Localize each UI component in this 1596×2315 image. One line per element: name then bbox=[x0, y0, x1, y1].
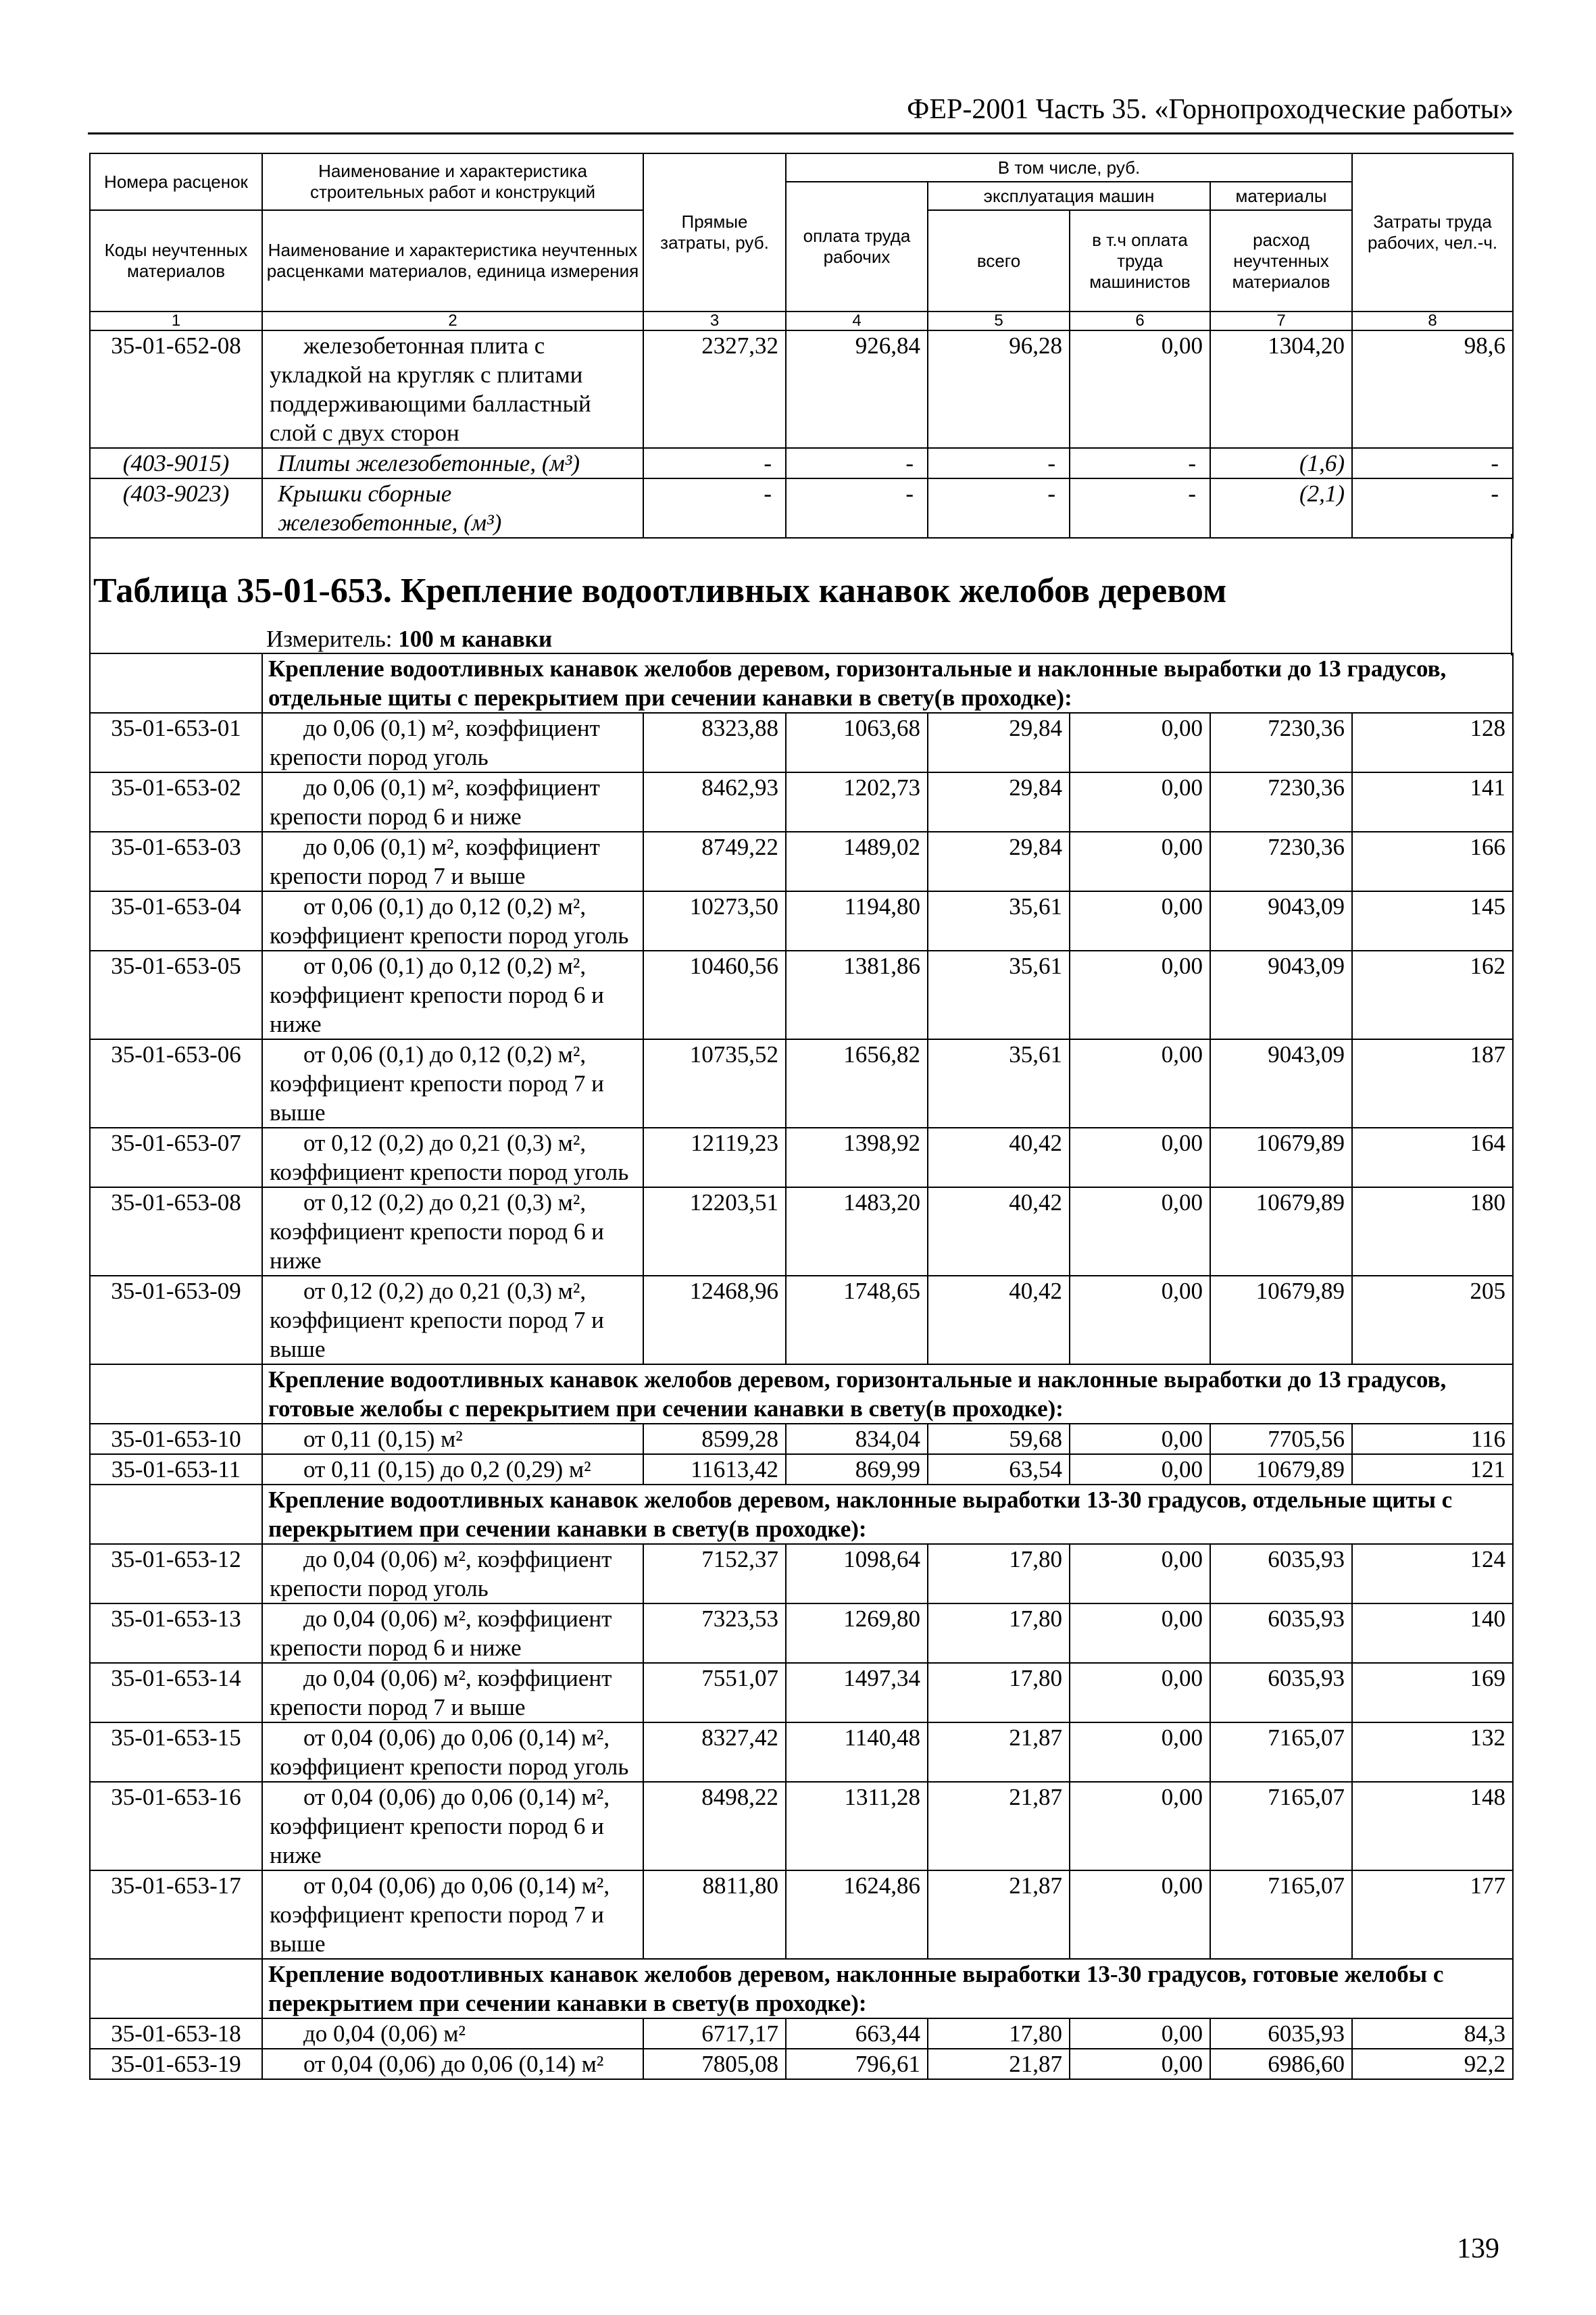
table-row bbox=[90, 713, 1513, 772]
rate-value: 7230,36 bbox=[1210, 832, 1352, 891]
rate-description bbox=[262, 2049, 643, 2079]
rate-value: 0,00 bbox=[1070, 1424, 1210, 1454]
rate-value: 180 bbox=[1352, 1187, 1513, 1276]
rate-value: 1304,20 bbox=[1210, 330, 1352, 448]
section-row bbox=[90, 1364, 1513, 1424]
rate-value: 9043,09 bbox=[1210, 891, 1352, 951]
section-spacer bbox=[90, 1485, 262, 1544]
table-row bbox=[90, 448, 1513, 478]
rate-value: 0,00 bbox=[1070, 1128, 1210, 1187]
description-line: крепости пород 7 и выше bbox=[270, 1694, 526, 1720]
rate-value: 35,61 bbox=[928, 891, 1070, 951]
measure bbox=[266, 626, 552, 653]
rate-description bbox=[262, 1782, 643, 1870]
rate-description bbox=[262, 1870, 643, 1959]
rate-code: 35-01-652-08 bbox=[90, 330, 262, 448]
rate-description bbox=[262, 1276, 643, 1364]
rate-value: 1311,28 bbox=[786, 1782, 928, 1870]
rate-value: 0,00 bbox=[1070, 1276, 1210, 1364]
header-material-use: расход неучтенных материалов bbox=[1210, 210, 1352, 312]
rate-value: 0,00 bbox=[1070, 1782, 1210, 1870]
rate-value: 12468,96 bbox=[643, 1276, 786, 1364]
rate-value: 8599,28 bbox=[643, 1424, 786, 1454]
rate-value: 96,28 bbox=[928, 330, 1070, 448]
rate-value: 0,00 bbox=[1070, 772, 1210, 832]
table-row bbox=[90, 1603, 1513, 1663]
column-number: 2 bbox=[262, 312, 643, 330]
rate-value: 0,00 bbox=[1070, 2018, 1210, 2049]
page-number: 139 bbox=[1457, 2233, 1499, 2264]
column-number: 5 bbox=[928, 312, 1070, 330]
table-row bbox=[90, 1663, 1513, 1722]
rate-value: - bbox=[928, 478, 1070, 538]
section-spacer bbox=[90, 1364, 262, 1424]
rate-value: 7323,53 bbox=[643, 1603, 786, 1663]
rate-code: 35-01-653-14 bbox=[90, 1663, 262, 1722]
rate-value: 0,00 bbox=[1070, 891, 1210, 951]
rate-value: 7165,07 bbox=[1210, 1870, 1352, 1959]
section-title: Крепление водоотливных канавок желобов деревом, горизонтальные и наклонные выработки до 13 градусов, готовые желобы с перекрытием при сечении канавки в свету(в проходке): bbox=[262, 1364, 1513, 1424]
rate-value: - bbox=[643, 478, 786, 538]
description-line: от 0,04 (0,06) до 0,06 (0,14) м², bbox=[303, 1724, 610, 1751]
rate-value: 8811,80 bbox=[643, 1870, 786, 1959]
header-codes: Коды неучтенных материалов bbox=[90, 210, 262, 312]
description-line: от 0,04 (0,06) до 0,06 (0,14) м², bbox=[303, 1784, 610, 1810]
table-row bbox=[90, 891, 1513, 951]
rate-description bbox=[262, 832, 643, 891]
rate-value: 40,42 bbox=[928, 1276, 1070, 1364]
rate-value: 132 bbox=[1352, 1722, 1513, 1782]
rate-value: 8462,93 bbox=[643, 772, 786, 832]
rate-value: 10735,52 bbox=[643, 1039, 786, 1128]
rate-code: 35-01-653-04 bbox=[90, 891, 262, 951]
rate-value: 29,84 bbox=[928, 832, 1070, 891]
rate-description bbox=[262, 1424, 643, 1454]
rate-value: 8323,88 bbox=[643, 713, 786, 772]
description-line: коэффициент крепости пород 7 и выше bbox=[270, 1901, 604, 1957]
table-row bbox=[90, 1544, 1513, 1603]
measure-value: 100 м канавки bbox=[398, 626, 553, 652]
column-number: 7 bbox=[1210, 312, 1352, 330]
rate-description: железобетонная плита с укладкой на кругляк с плитами поддерживающими балластный слой с двух сторон bbox=[262, 330, 643, 448]
description-line: крепости пород 7 и выше bbox=[270, 863, 526, 889]
rate-value: 0,00 bbox=[1070, 1722, 1210, 1782]
table-row bbox=[90, 478, 1513, 538]
description-line: коэффициент крепости пород уголь bbox=[270, 922, 629, 949]
rate-value: 1098,64 bbox=[786, 1544, 928, 1603]
rate-value: 1483,20 bbox=[786, 1187, 928, 1276]
rate-description bbox=[262, 1603, 643, 1663]
rate-value: 8749,22 bbox=[643, 832, 786, 891]
rate-value: 21,87 bbox=[928, 1782, 1070, 1870]
section-row bbox=[90, 1959, 1513, 2018]
rate-value: 187 bbox=[1352, 1039, 1513, 1128]
column-number: 1 bbox=[90, 312, 262, 330]
header-materials: материалы bbox=[1210, 182, 1352, 210]
rate-value: 164 bbox=[1352, 1128, 1513, 1187]
rates-table bbox=[89, 653, 1514, 2080]
description-line: до 0,06 (0,1) м², коэффициент bbox=[303, 774, 600, 801]
header-direct-costs: Прямые затраты, руб. bbox=[643, 153, 786, 312]
rate-value: 1202,73 bbox=[786, 772, 928, 832]
rate-value: 0,00 bbox=[1070, 713, 1210, 772]
description-line: коэффициент крепости пород 6 и ниже bbox=[270, 1218, 604, 1274]
description-line: крепости пород 6 и ниже bbox=[270, 1635, 522, 1661]
rate-value: 84,3 bbox=[1352, 2018, 1513, 2049]
table-row bbox=[90, 1424, 1513, 1454]
rate-value: - bbox=[1070, 478, 1210, 538]
rate-value: - bbox=[786, 448, 928, 478]
rate-value: 92,2 bbox=[1352, 2049, 1513, 2079]
table-row bbox=[90, 2018, 1513, 2049]
rate-value: 21,87 bbox=[928, 1722, 1070, 1782]
rate-value: 1748,65 bbox=[786, 1276, 928, 1364]
description-line: до 0,04 (0,06) м² bbox=[303, 2020, 466, 2047]
rate-code: 35-01-653-06 bbox=[90, 1039, 262, 1128]
rate-description bbox=[262, 1128, 643, 1187]
description-line: крепости пород 6 и ниже bbox=[270, 803, 522, 830]
rate-value: 1624,86 bbox=[786, 1870, 928, 1959]
rate-description bbox=[262, 1663, 643, 1722]
rate-value: 116 bbox=[1352, 1424, 1513, 1454]
table-row bbox=[90, 832, 1513, 891]
rate-value: 663,44 bbox=[786, 2018, 928, 2049]
rate-code: 35-01-653-18 bbox=[90, 2018, 262, 2049]
section-title: Крепление водоотливных канавок желобов деревом, наклонные выработки 13-30 градусов, отдельные щиты с перекрытием при сечении канавки в свету(в проходке): bbox=[262, 1485, 1513, 1544]
table-title: Таблица 35-01-653. Крепление водоотливных канавок желобов деревом bbox=[93, 572, 1227, 610]
column-number: 6 bbox=[1070, 312, 1210, 330]
description-line: до 0,04 (0,06) м², коэффициент bbox=[303, 1665, 612, 1691]
rate-description bbox=[262, 1544, 643, 1603]
rate-value: 124 bbox=[1352, 1544, 1513, 1603]
rate-value: 0,00 bbox=[1070, 1603, 1210, 1663]
rate-value: 17,80 bbox=[928, 1663, 1070, 1722]
header-name-materials: Наименование и характеристика неучтенных расценками материалов, единица измерения bbox=[262, 210, 643, 312]
rate-value: 1063,68 bbox=[786, 713, 928, 772]
description-line: от 0,04 (0,06) до 0,06 (0,14) м², bbox=[303, 1872, 610, 1899]
rate-value: 6035,93 bbox=[1210, 1663, 1352, 1722]
header-wage: оплата труда рабочих bbox=[786, 182, 928, 312]
description-line: коэффициент крепости пород 7 и выше bbox=[270, 1307, 604, 1362]
rate-code: 35-01-653-12 bbox=[90, 1544, 262, 1603]
description-line: до 0,06 (0,1) м², коэффициент bbox=[303, 715, 600, 741]
table-row bbox=[90, 1782, 1513, 1870]
rate-value: 1269,80 bbox=[786, 1603, 928, 1663]
rate-value: 1497,34 bbox=[786, 1663, 928, 1722]
running-head: ФЕР-2001 Часть 35. «Горнопроходческие работы» bbox=[88, 93, 1514, 134]
rate-value: 145 bbox=[1352, 891, 1513, 951]
header-labor: Затраты труда рабочих, чел.-ч. bbox=[1352, 153, 1513, 312]
description-line: до 0,04 (0,06) м², коэффициент bbox=[303, 1605, 612, 1632]
rate-code: 35-01-653-16 bbox=[90, 1782, 262, 1870]
rate-description bbox=[262, 891, 643, 951]
rate-description bbox=[262, 1722, 643, 1782]
rate-value: 29,84 bbox=[928, 713, 1070, 772]
rate-description bbox=[262, 2018, 643, 2049]
rate-description bbox=[262, 1454, 643, 1485]
section-spacer bbox=[90, 653, 262, 713]
description-line: коэффициент крепости пород 7 и выше bbox=[270, 1070, 604, 1126]
table-row bbox=[90, 772, 1513, 832]
rate-value: 7165,07 bbox=[1210, 1782, 1352, 1870]
rate-value: 121 bbox=[1352, 1454, 1513, 1485]
rate-value: 10679,89 bbox=[1210, 1276, 1352, 1364]
rate-code: 35-01-653-02 bbox=[90, 772, 262, 832]
rate-value: 166 bbox=[1352, 832, 1513, 891]
rate-value: 0,00 bbox=[1070, 1187, 1210, 1276]
rate-value: 796,61 bbox=[786, 2049, 928, 2079]
section-title: Крепление водоотливных канавок желобов деревом, наклонные выработки 13-30 градусов, готовые желобы с перекрытием при сечении канавки в свету(в проходке): bbox=[262, 1959, 1513, 2018]
description-line: от 0,12 (0,2) до 0,21 (0,3) м², bbox=[303, 1130, 587, 1156]
rate-code: 35-01-653-15 bbox=[90, 1722, 262, 1782]
rate-value: 8498,22 bbox=[643, 1782, 786, 1870]
table-row bbox=[90, 1039, 1513, 1128]
rate-code: 35-01-653-03 bbox=[90, 832, 262, 891]
rate-value: - bbox=[786, 478, 928, 538]
rate-code: 35-01-653-05 bbox=[90, 951, 262, 1039]
rate-description bbox=[262, 1187, 643, 1276]
rate-code: 35-01-653-07 bbox=[90, 1128, 262, 1187]
rate-value: 1140,48 bbox=[786, 1722, 928, 1782]
description-line: до 0,06 (0,1) м², коэффициент bbox=[303, 834, 600, 860]
rate-value: 0,00 bbox=[1070, 1454, 1210, 1485]
rate-value: - bbox=[1352, 478, 1513, 538]
rate-code: 35-01-653-17 bbox=[90, 1870, 262, 1959]
header-machinist-wage: в т.ч оплата труда машинистов bbox=[1070, 210, 1210, 312]
rate-value: 9043,09 bbox=[1210, 951, 1352, 1039]
rate-value: 35,61 bbox=[928, 1039, 1070, 1128]
table-row bbox=[90, 1187, 1513, 1276]
rate-description: Крышки сборные железобетонные, (м³) bbox=[262, 478, 643, 538]
rate-value: 205 bbox=[1352, 1276, 1513, 1364]
rate-value: 7805,08 bbox=[643, 2049, 786, 2079]
rate-value: 0,00 bbox=[1070, 951, 1210, 1039]
table-row bbox=[90, 1276, 1513, 1364]
measure-label: Измеритель: bbox=[266, 626, 393, 652]
rate-value: 10273,50 bbox=[643, 891, 786, 951]
rate-description bbox=[262, 1039, 643, 1128]
table-row bbox=[90, 1722, 1513, 1782]
table-row bbox=[90, 1128, 1513, 1187]
rate-code: (403-9015) bbox=[90, 448, 262, 478]
rate-value: 2327,32 bbox=[643, 330, 786, 448]
description-line: крепости пород уголь bbox=[270, 744, 489, 770]
rate-value: 6717,17 bbox=[643, 2018, 786, 2049]
rate-value: 0,00 bbox=[1070, 1870, 1210, 1959]
rate-value: 6035,93 bbox=[1210, 2018, 1352, 2049]
rate-value: 0,00 bbox=[1070, 1663, 1210, 1722]
rate-code: 35-01-653-10 bbox=[90, 1424, 262, 1454]
rate-value: 59,68 bbox=[928, 1424, 1070, 1454]
rate-value: 148 bbox=[1352, 1782, 1513, 1870]
column-number: 8 bbox=[1352, 312, 1513, 330]
rate-value: 10460,56 bbox=[643, 951, 786, 1039]
rate-value: 834,04 bbox=[786, 1424, 928, 1454]
rate-value: 869,99 bbox=[786, 1454, 928, 1485]
rate-description: Плиты железобетонные, (м³) bbox=[262, 448, 643, 478]
table-row bbox=[90, 1870, 1513, 1959]
column-number: 4 bbox=[786, 312, 928, 330]
rate-value: 29,84 bbox=[928, 772, 1070, 832]
rate-value: 141 bbox=[1352, 772, 1513, 832]
rate-value: 1656,82 bbox=[786, 1039, 928, 1128]
header-including: В том числе, руб. bbox=[786, 153, 1352, 182]
rate-value: 40,42 bbox=[928, 1128, 1070, 1187]
description-line: крепости пород уголь bbox=[270, 1575, 489, 1601]
rate-value: - bbox=[643, 448, 786, 478]
rate-value: 0,00 bbox=[1070, 330, 1210, 448]
rate-value: 0,00 bbox=[1070, 2049, 1210, 2079]
section-row bbox=[90, 1485, 1513, 1544]
rate-code: 35-01-653-08 bbox=[90, 1187, 262, 1276]
description-line: от 0,11 (0,15) м² bbox=[303, 1426, 463, 1452]
table-row bbox=[90, 2049, 1513, 2079]
rate-value: 11613,42 bbox=[643, 1454, 786, 1485]
rate-value: 169 bbox=[1352, 1663, 1513, 1722]
rate-value: 21,87 bbox=[928, 1870, 1070, 1959]
rate-code: 35-01-653-01 bbox=[90, 713, 262, 772]
rate-value: 17,80 bbox=[928, 2018, 1070, 2049]
description-line: коэффициент крепости пород уголь bbox=[270, 1753, 629, 1780]
rate-value: 1194,80 bbox=[786, 891, 928, 951]
description-line: до 0,04 (0,06) м², коэффициент bbox=[303, 1546, 612, 1572]
rate-value: 128 bbox=[1352, 713, 1513, 772]
description-line: от 0,06 (0,1) до 0,12 (0,2) м², bbox=[303, 893, 587, 920]
rate-value: 17,80 bbox=[928, 1544, 1070, 1603]
rate-value: 12203,51 bbox=[643, 1187, 786, 1276]
column-number: 3 bbox=[643, 312, 786, 330]
rate-value: (2,1) bbox=[1210, 478, 1352, 538]
description-line: от 0,04 (0,06) до 0,06 (0,14) м² bbox=[303, 2051, 604, 2077]
description-line: коэффициент крепости пород 6 и ниже bbox=[270, 1813, 604, 1868]
description-line: от 0,12 (0,2) до 0,21 (0,3) м², bbox=[303, 1278, 587, 1304]
rate-value: 6035,93 bbox=[1210, 1544, 1352, 1603]
rate-value: - bbox=[928, 448, 1070, 478]
rate-value: 12119,23 bbox=[643, 1128, 786, 1187]
table-row bbox=[90, 1454, 1513, 1485]
rate-value: 7230,36 bbox=[1210, 772, 1352, 832]
rate-code: (403-9023) bbox=[90, 478, 262, 538]
rate-value: 0,00 bbox=[1070, 1544, 1210, 1603]
rate-value: 1489,02 bbox=[786, 832, 928, 891]
table-row bbox=[90, 330, 1513, 448]
header-name-works: Наименование и характеристика строительных работ и конструкций bbox=[262, 153, 643, 210]
description-line: коэффициент крепости пород 6 и ниже bbox=[270, 982, 604, 1037]
column-numbers-row bbox=[90, 312, 1513, 330]
rate-value: 21,87 bbox=[928, 2049, 1070, 2079]
rate-value: 10679,89 bbox=[1210, 1187, 1352, 1276]
section-spacer bbox=[90, 1959, 262, 2018]
rate-value: 0,00 bbox=[1070, 1039, 1210, 1128]
rate-value: 7551,07 bbox=[643, 1663, 786, 1722]
rate-value: 7705,56 bbox=[1210, 1424, 1352, 1454]
rate-value: 17,80 bbox=[928, 1603, 1070, 1663]
rate-code: 35-01-653-19 bbox=[90, 2049, 262, 2079]
rate-value: (1,6) bbox=[1210, 448, 1352, 478]
rate-value: 140 bbox=[1352, 1603, 1513, 1663]
rate-value: 1381,86 bbox=[786, 951, 928, 1039]
description-line: от 0,12 (0,2) до 0,21 (0,3) м², bbox=[303, 1189, 587, 1216]
header-machines: эксплуатация машин bbox=[928, 182, 1210, 210]
rate-value: 926,84 bbox=[786, 330, 928, 448]
header-machines-total: всего bbox=[928, 210, 1070, 312]
rate-description bbox=[262, 951, 643, 1039]
rate-value: 8327,42 bbox=[643, 1722, 786, 1782]
rate-value: 6035,93 bbox=[1210, 1603, 1352, 1663]
description-line: от 0,06 (0,1) до 0,12 (0,2) м², bbox=[303, 953, 587, 979]
rate-code: 35-01-653-13 bbox=[90, 1603, 262, 1663]
table-row bbox=[90, 951, 1513, 1039]
rate-description bbox=[262, 713, 643, 772]
rate-value: 63,54 bbox=[928, 1454, 1070, 1485]
rate-value: 10679,89 bbox=[1210, 1128, 1352, 1187]
header-numbers: Номера расценок bbox=[90, 153, 262, 210]
description-line: от 0,11 (0,15) до 0,2 (0,29) м² bbox=[303, 1456, 591, 1483]
section-row bbox=[90, 653, 1513, 713]
description-line: от 0,06 (0,1) до 0,12 (0,2) м², bbox=[303, 1041, 587, 1068]
rate-value: 98,6 bbox=[1352, 330, 1513, 448]
rate-value: 1398,92 bbox=[786, 1128, 928, 1187]
rate-value: - bbox=[1352, 448, 1513, 478]
rate-value: 7165,07 bbox=[1210, 1722, 1352, 1782]
rate-value: 7230,36 bbox=[1210, 713, 1352, 772]
table-caption bbox=[89, 561, 1512, 655]
rate-value: 40,42 bbox=[928, 1187, 1070, 1276]
rate-description bbox=[262, 772, 643, 832]
rate-value: 10679,89 bbox=[1210, 1454, 1352, 1485]
section-title: Крепление водоотливных канавок желобов деревом, горизонтальные и наклонные выработки до 13 градусов, отдельные щиты с перекрытием при сечении канавки в свету(в проходке): bbox=[262, 653, 1513, 713]
description-line: коэффициент крепости пород уголь bbox=[270, 1159, 629, 1185]
rate-code: 35-01-653-11 bbox=[90, 1454, 262, 1485]
rate-value: 9043,09 bbox=[1210, 1039, 1352, 1128]
rate-value: 162 bbox=[1352, 951, 1513, 1039]
rate-value: 6986,60 bbox=[1210, 2049, 1352, 2079]
rate-value: - bbox=[1070, 448, 1210, 478]
rate-value: 7152,37 bbox=[643, 1544, 786, 1603]
rate-code: 35-01-653-09 bbox=[90, 1276, 262, 1364]
rate-value: 0,00 bbox=[1070, 832, 1210, 891]
rate-value: 177 bbox=[1352, 1870, 1513, 1959]
rate-value: 35,61 bbox=[928, 951, 1070, 1039]
header-table bbox=[89, 153, 1514, 539]
